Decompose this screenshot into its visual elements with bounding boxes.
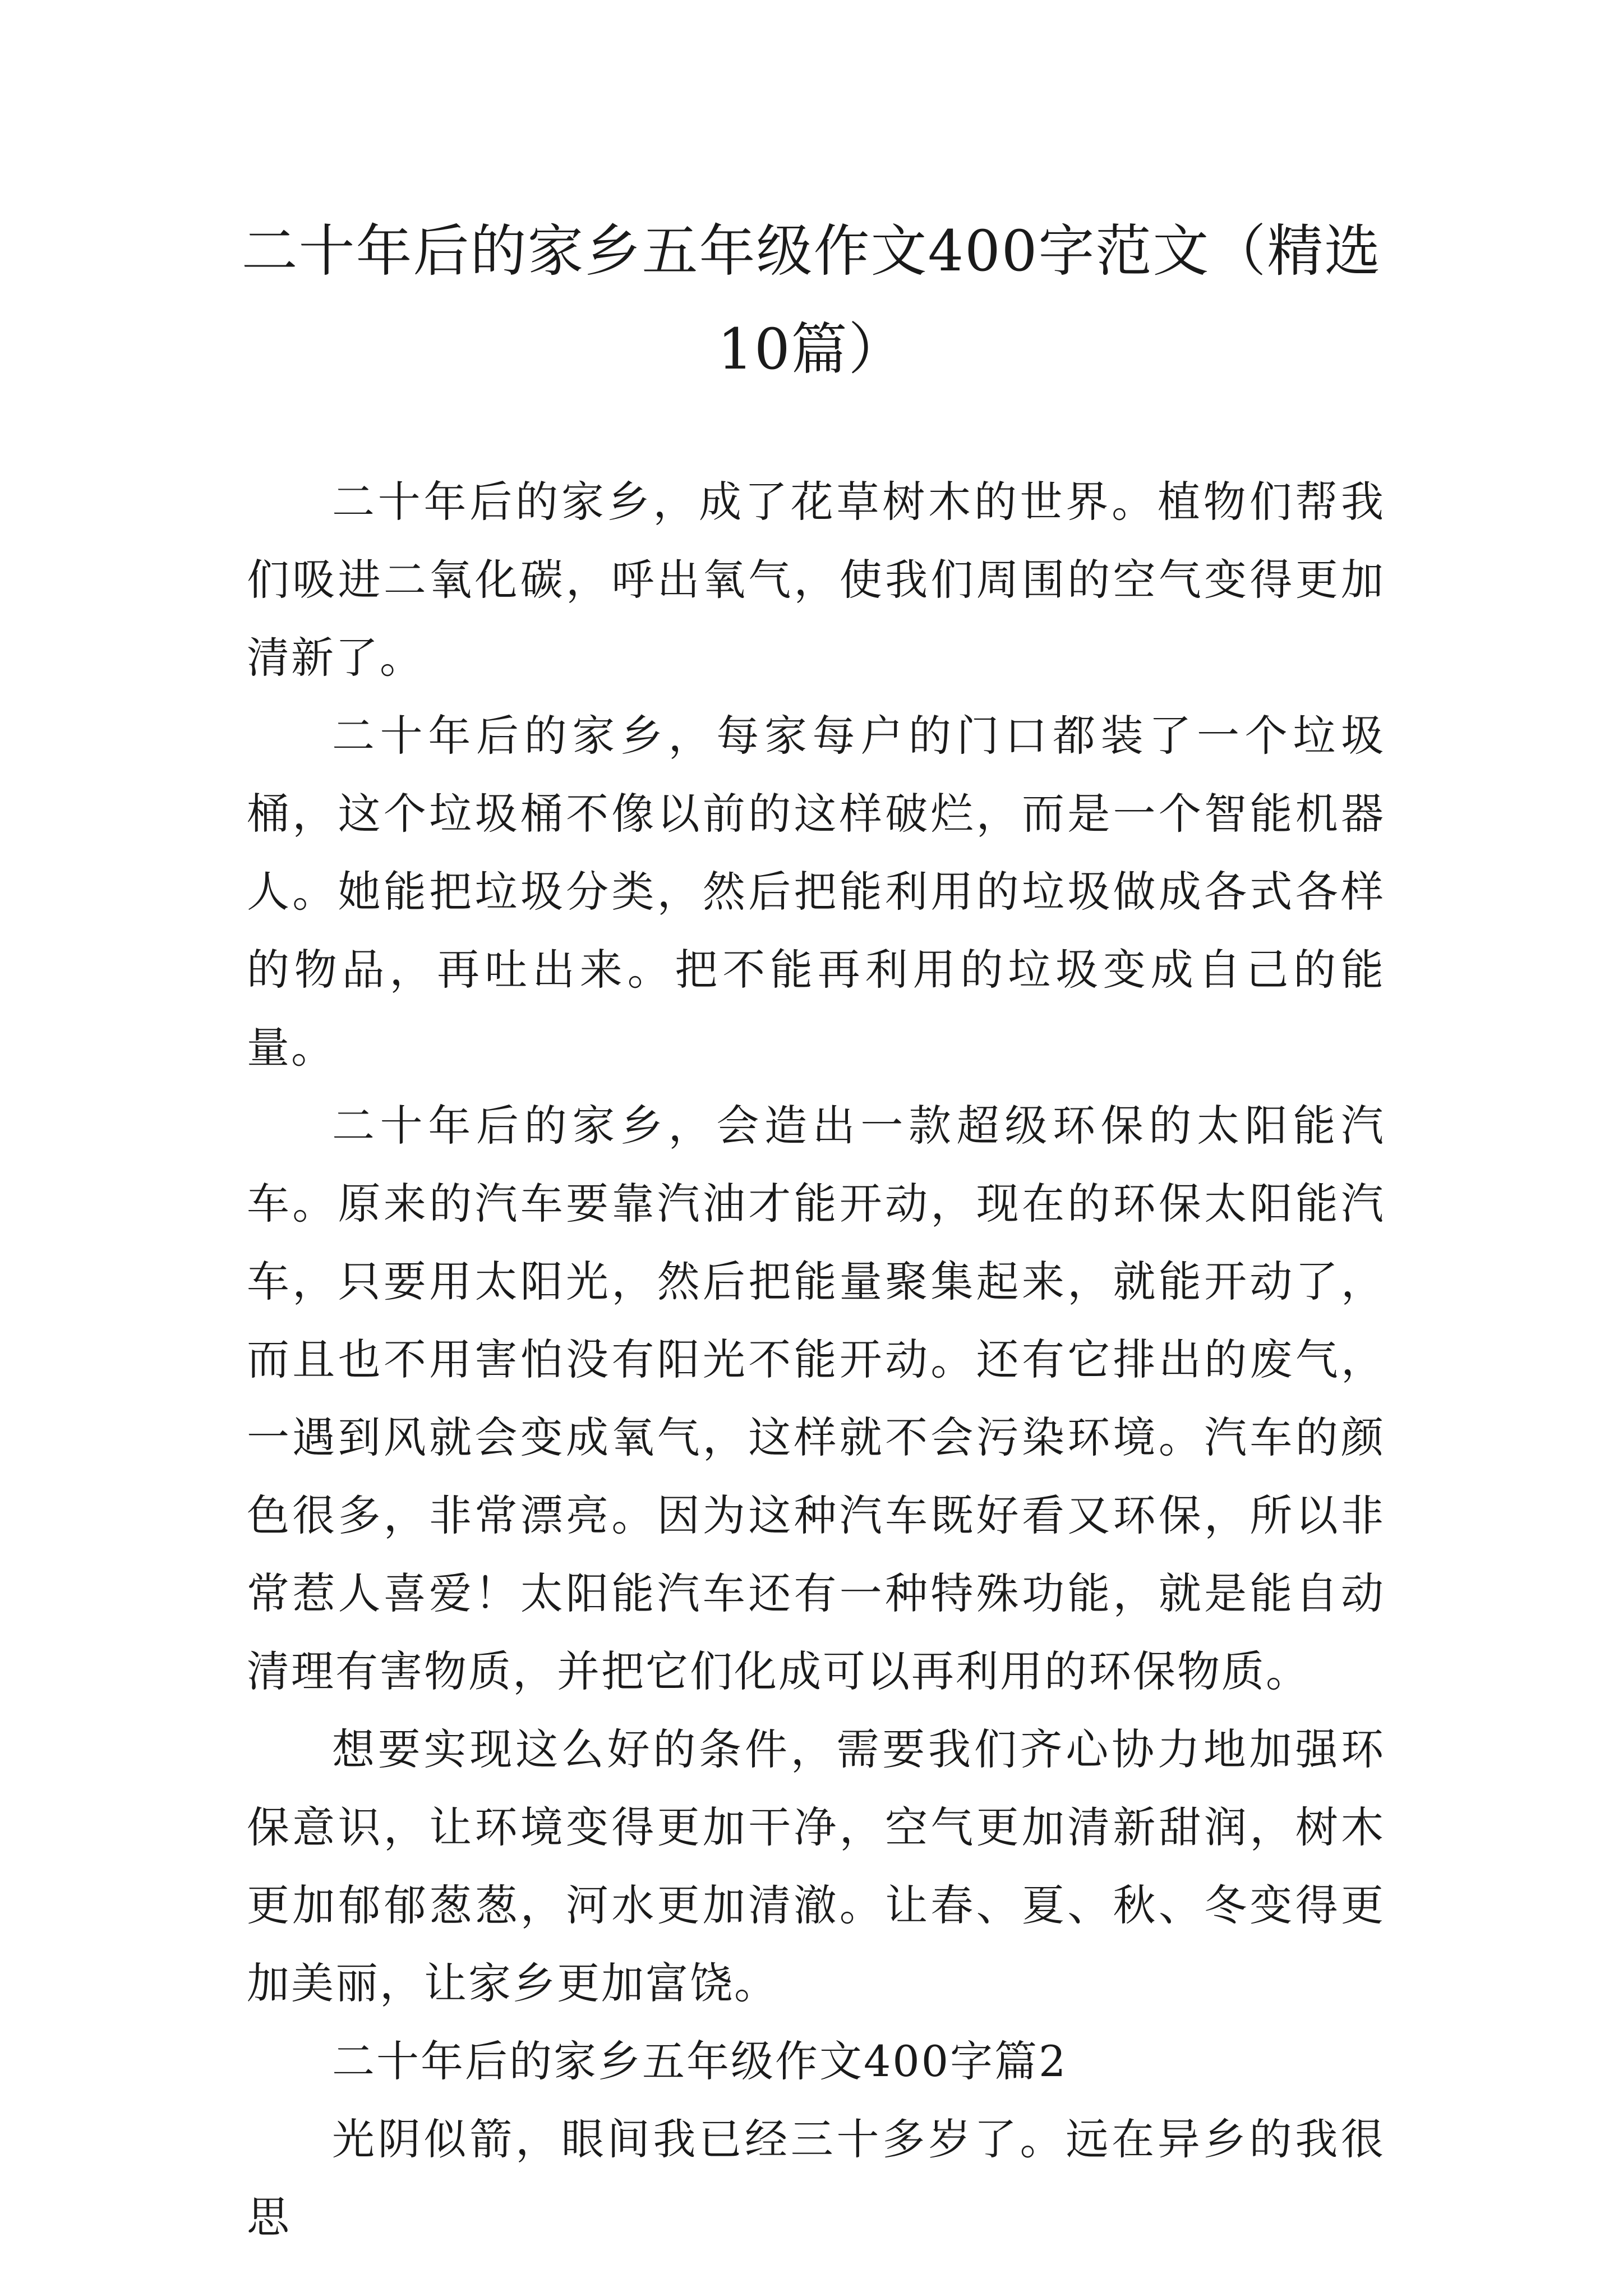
document-body: [247, 463, 1385, 2256]
paragraph-1: 二十年后的家乡，成了花草树木的世界。植物们帮我们吸进二氧化碳，呼出氧气，使我们周围的空气变得更加清新了。: [247, 477, 1385, 683]
paragraph-5: 光阴似箭，眼间我已经三十多岁了。远在异乡的我很思: [247, 2114, 1385, 2242]
section-heading: 二十年后的家乡五年级作文400字篇2: [332, 2036, 1068, 2086]
paragraph-4: 想要实现这么好的条件，需要我们齐心协力地加强环保意识，让环境变得更加干净，空气更加清新甜润，树木更加郁郁葱葱，河水更加清澈。让春、夏、秋、冬变得更加美丽，让家乡更加富饶。: [247, 1724, 1385, 2008]
paragraph-2: 二十年后的家乡，每家每户的门口都装了一个垃圾桶，这个垃圾桶不像以前的这样破烂，而是一个智能机器人。她能把垃圾分类，然后把能利用的垃圾做成各式各样的物品，再吐出来。把不能再利用的垃圾变成自己的能量。: [247, 711, 1385, 1073]
paragraph-3: 二十年后的家乡，会造出一款超级环保的太阳能汽车。原来的汽车要靠汽油才能开动，现在的环保太阳能汽车，只要用太阳光，然后把能量聚集起来，就能开动了，而且也不用害怕没有阳光不能开动。还有它排出的废气，一遇到风就会变成氧气，这样就不会污染环境。汽车的颜色很多，非常漂亮。因为这种汽车既好看又环保，所以非常惹人喜爱！太阳能汽车还有一种特殊功能，就是能自动清理有害物质，并把它们化成可以再利用的环保物质。: [247, 1101, 1385, 1696]
document-title: 二十年后的家乡五年级作文400字范文（精选10篇）: [241, 218, 1382, 382]
